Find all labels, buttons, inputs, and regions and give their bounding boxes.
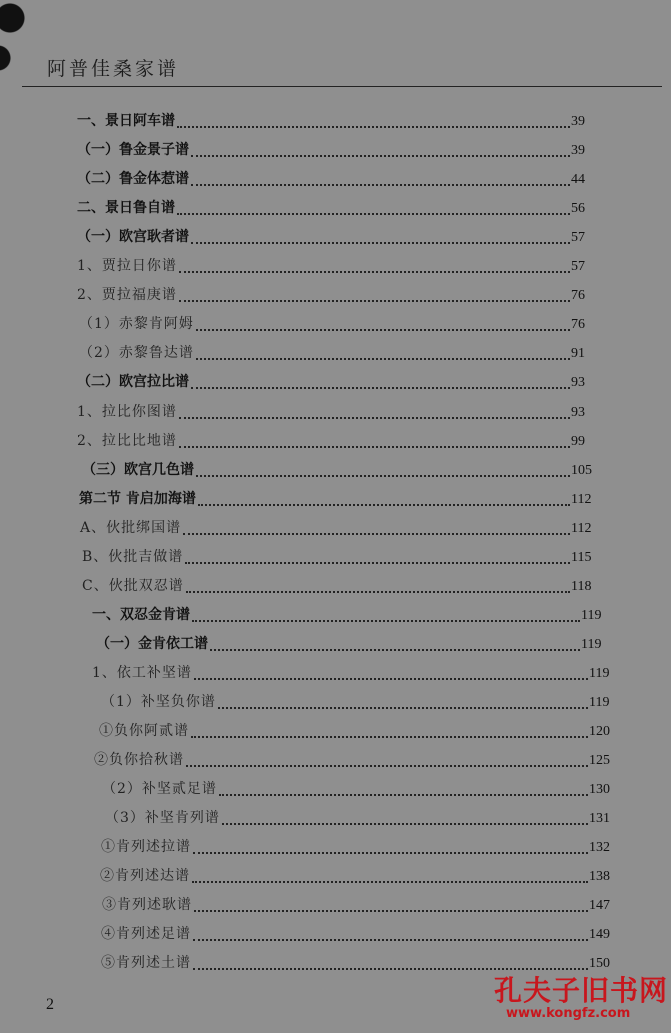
toc-entry-title: ①负你阿贰谱 [99, 723, 189, 740]
toc-entry-page: 119 [589, 665, 610, 681]
toc-entry-page: 147 [589, 898, 610, 914]
toc-entry-title: ①肯列述拉谱 [101, 839, 191, 856]
toc-leader-dots [196, 329, 570, 331]
toc-entry [0, 165, 671, 194]
toc-leader-dots [191, 155, 570, 157]
toc-entry-title: 一、景日阿车谱 [77, 113, 175, 129]
toc-leader-dots [191, 387, 570, 389]
toc-entry-page: 119 [581, 607, 602, 623]
toc-entry [0, 456, 671, 485]
toc-entry-title: ②肯列述达谱 [100, 868, 190, 885]
toc-leader-dots [196, 358, 570, 360]
toc-leader-dots [177, 126, 570, 128]
toc-entry [0, 485, 671, 514]
header-rule [22, 86, 662, 87]
toc-leader-dots [194, 678, 588, 680]
toc-leader-dots [191, 736, 588, 738]
toc-entry [0, 630, 671, 659]
toc-entry-page: 99 [571, 433, 585, 449]
toc-leader-dots [179, 271, 570, 273]
toc-entry-title: ②负你拾秋谱 [94, 752, 184, 769]
toc-entry-title: （一）欧宫耿者谱 [77, 229, 189, 246]
toc-leader-dots [192, 620, 580, 622]
toc-leader-dots [185, 562, 570, 564]
toc-entry-title: 1、贾拉日你谱 [77, 258, 177, 275]
toc-entry [0, 194, 671, 223]
watermark-url: www.kongfz.com [506, 1006, 631, 1021]
toc-entry [0, 252, 671, 281]
toc-entry-page: 118 [571, 578, 592, 594]
watermark-text: 孔夫子旧书网 [494, 974, 669, 1007]
toc-leader-dots [183, 533, 570, 535]
toc-entry-page: 56 [571, 201, 585, 217]
toc-leader-dots [177, 213, 570, 215]
toc-entry-title: （2）补坚贰足谱 [102, 781, 217, 798]
toc-leader-dots [198, 504, 570, 506]
toc-entry [0, 427, 671, 456]
toc-entry-title: 2、拉比比地谱 [77, 432, 177, 449]
toc-entry-title: ③肯列述耿谱 [102, 897, 192, 914]
toc-entry [0, 398, 671, 427]
toc-entry-title: （1）补坚负你谱 [101, 694, 216, 710]
toc-entry [0, 223, 671, 252]
toc-entry [0, 281, 671, 310]
toc-entry-title: （三）欧宫几色谱 [82, 461, 194, 478]
toc-entry-page: 44 [571, 172, 585, 188]
toc-entry-title: 2、贾拉福庚谱 [77, 287, 177, 304]
toc-entry-title: （二）鲁金体惹谱 [77, 171, 189, 188]
toc-entry-page: 91 [571, 346, 585, 362]
page-number: 2 [46, 996, 54, 1013]
toc-entry-page: 125 [589, 753, 610, 769]
toc-entry [0, 659, 671, 688]
toc-leader-dots [186, 591, 570, 593]
toc-leader-dots [192, 881, 588, 883]
toc-entry [0, 891, 671, 920]
toc-entry-page: 131 [589, 811, 610, 827]
toc-leader-dots [210, 649, 580, 651]
toc-leader-dots [191, 242, 570, 244]
toc-leader-dots [222, 823, 588, 825]
toc-entry-page: 57 [571, 259, 585, 275]
toc-entry-page: 119 [589, 695, 610, 710]
toc-entry [0, 514, 671, 543]
toc-entry-page: 39 [571, 143, 585, 159]
toc-leader-dots [179, 417, 570, 419]
toc-entry [0, 717, 671, 746]
toc-leader-dots [191, 184, 570, 186]
toc-entry [0, 543, 671, 572]
toc-entry [0, 601, 671, 630]
toc-leader-dots [194, 910, 588, 912]
toc-entry-title: 1、依工补坚谱 [92, 664, 192, 681]
toc-entry [0, 310, 671, 339]
toc-entry-title: 二、景日鲁自谱 [77, 200, 175, 217]
toc-entry [0, 804, 671, 833]
toc-entry-page: 93 [571, 375, 585, 391]
toc-entry-title: （一）金肯依工谱 [96, 635, 208, 652]
toc-entry-page: 119 [581, 636, 602, 652]
toc-entry-title: 第二节 肯启加海谱 [79, 490, 196, 507]
toc-entry-title: （3）补坚肯列谱 [105, 810, 220, 827]
toc-entry-page: 130 [589, 782, 610, 798]
toc-entry-title: （一）鲁金景子谱 [77, 142, 189, 159]
toc-entry-title: B、伙批吉做谱 [82, 548, 184, 565]
toc-entry-page: 39 [571, 114, 585, 129]
toc-entry [0, 572, 671, 601]
toc-entry [0, 862, 671, 891]
toc-leader-dots [219, 794, 588, 796]
toc-leader-dots [193, 939, 588, 941]
toc-entry [0, 688, 671, 717]
toc-entry-title: C、伙批双忍谱 [82, 577, 184, 594]
toc-entry-page: 76 [571, 288, 585, 304]
toc-entry-page: 115 [571, 549, 592, 565]
toc-leader-dots [193, 852, 588, 854]
toc-entry-title: （二）欧宫拉比谱 [77, 374, 189, 391]
toc-entry-title: （2）赤黎鲁达谱 [79, 345, 194, 362]
toc-entry-title: ④肯列述足谱 [101, 926, 191, 943]
toc-entry-title: 1、拉比你图谱 [77, 403, 177, 420]
toc-entry [0, 368, 671, 397]
toc-entry-page: 105 [571, 462, 592, 478]
toc-entry [0, 833, 671, 862]
toc-leader-dots [218, 707, 588, 709]
toc-entry-page: 93 [571, 404, 585, 420]
toc-entry [0, 920, 671, 949]
toc-entry [0, 746, 671, 775]
toc-entry [0, 339, 671, 368]
toc-leader-dots [179, 300, 570, 302]
toc-leader-dots [179, 446, 570, 448]
toc-entry-page: 76 [571, 317, 585, 333]
toc-entry-page: 112 [571, 491, 592, 507]
toc-entry [0, 775, 671, 804]
toc-leader-dots [196, 475, 570, 477]
toc-entry-page: 57 [571, 230, 585, 246]
toc-entry [0, 107, 671, 136]
corner-decoration [0, 0, 38, 98]
toc-leader-dots [186, 765, 588, 767]
toc-entry-page: 149 [589, 927, 610, 943]
toc-entry-page: 132 [589, 840, 610, 856]
toc-entry-page: 112 [571, 520, 592, 536]
toc-entry-title: A、伙批绑国谱 [80, 519, 182, 536]
toc-entry-page: 150 [589, 956, 610, 972]
toc-entry-page: 120 [589, 724, 610, 740]
toc-entry-title: （1）赤黎肯阿姆 [79, 316, 194, 333]
watermark [494, 969, 669, 1027]
toc-entry [0, 136, 671, 165]
toc-entry-page: 138 [589, 869, 610, 885]
running-header-title: 阿普佳桑家谱 [47, 58, 180, 80]
toc-entry-title: ⑤肯列述土谱 [101, 955, 191, 972]
toc-entry-title: 一、双忍金肯谱 [92, 606, 190, 623]
